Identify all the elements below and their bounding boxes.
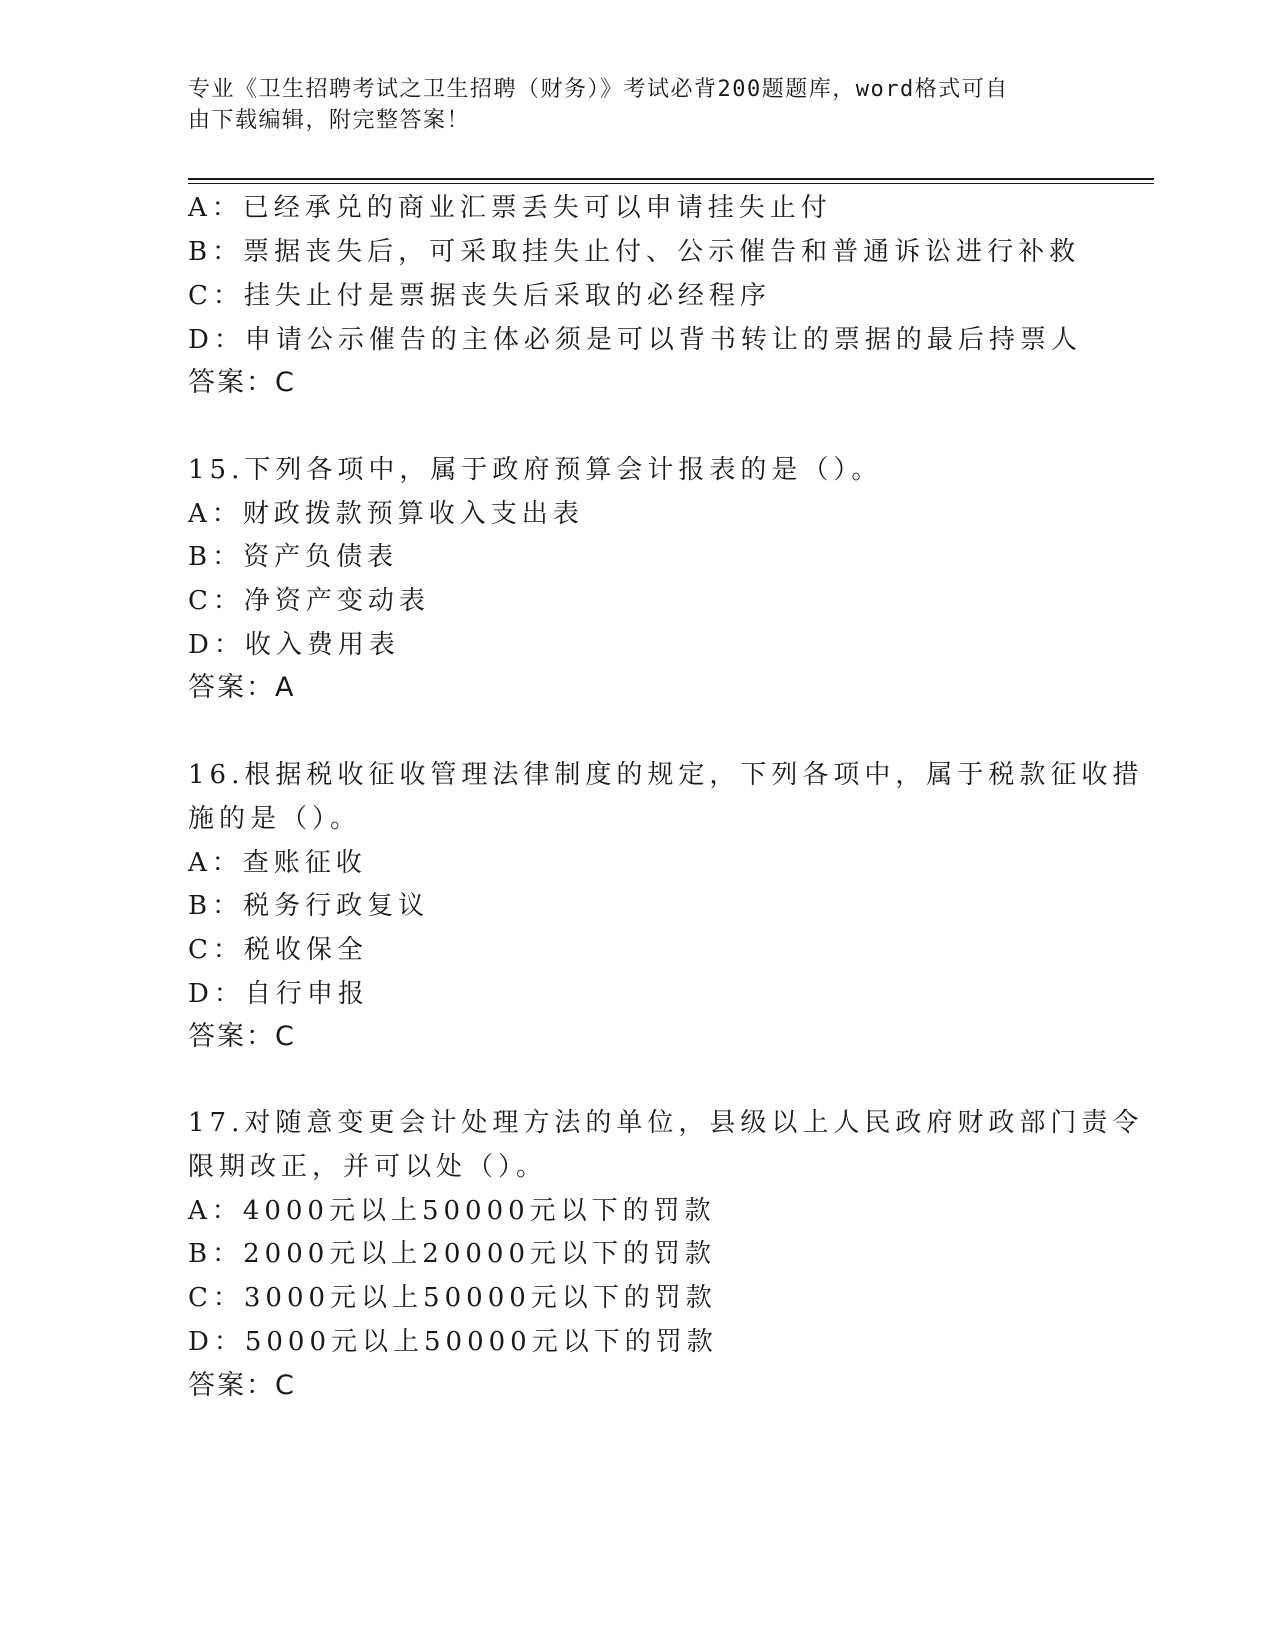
q15-option-d: D：收入费用表 [188,630,400,660]
q17-option-a: A：4000元以上50000元以下的罚款 [188,1196,716,1226]
q15-option-a: A：财政拨款预算收入支出表 [188,499,584,529]
q14-answer: 答案：C [188,367,296,398]
q16-stem-line-1: 16.根据税收征收管理法律制度的规定，下列各项中，属于税款征收措 [188,760,1144,790]
q17-stem-line-2: 限期改正，并可以处（）。 [188,1152,548,1182]
q17-answer: 答案：C [188,1370,296,1401]
q16-option-c: C：税收保全 [188,935,368,965]
q16-answer: 答案：C [188,1021,296,1052]
q14-option-a: A：已经承兑的商业汇票丢失可以申请挂失止付 [188,193,832,223]
document-header [188,74,1088,136]
header-line-1: 专业《卫生招聘考试之卫生招聘（财务）》考试必背200题题库，word格式可自 [188,77,1009,102]
q17-option-b: B：2000元以上20000元以下的罚款 [188,1239,716,1269]
q14-option-b: B：票据丧失后，可采取挂失止付、公示催告和普通诉讼进行补救 [188,237,1081,267]
q15-option-b: B：资产负债表 [188,542,399,572]
header-line-2: 由下载编辑，附完整答案！ [188,108,471,133]
header-divider-thick [188,178,1154,180]
q15-answer: 答案：A [188,672,296,703]
q14-option-c: C：挂失止付是票据丧失后采取的必经程序 [188,281,771,311]
q16-stem-line-2: 施的是（）。 [188,804,362,834]
q16-option-b: B：税务行政复议 [188,891,430,921]
q14-option-d: D：申请公示催告的主体必须是可以背书转让的票据的最后持票人 [188,325,1082,355]
q15-stem: 15.下列各项中，属于政府预算会计报表的是（）。 [188,455,883,485]
q15-option-c: C：净资产变动表 [188,586,430,616]
q16-option-d: D：自行申报 [188,979,369,1009]
q16-option-a: A：查账征收 [188,848,367,878]
header-divider-thin [188,183,1154,184]
q17-stem-line-1: 17.对随意变更会计处理方法的单位，县级以上人民政府财政部门责令 [188,1108,1144,1138]
q17-option-c: C：3000元以上50000元以下的罚款 [188,1283,717,1313]
q17-option-d: D：5000元以上50000元以下的罚款 [188,1327,718,1357]
